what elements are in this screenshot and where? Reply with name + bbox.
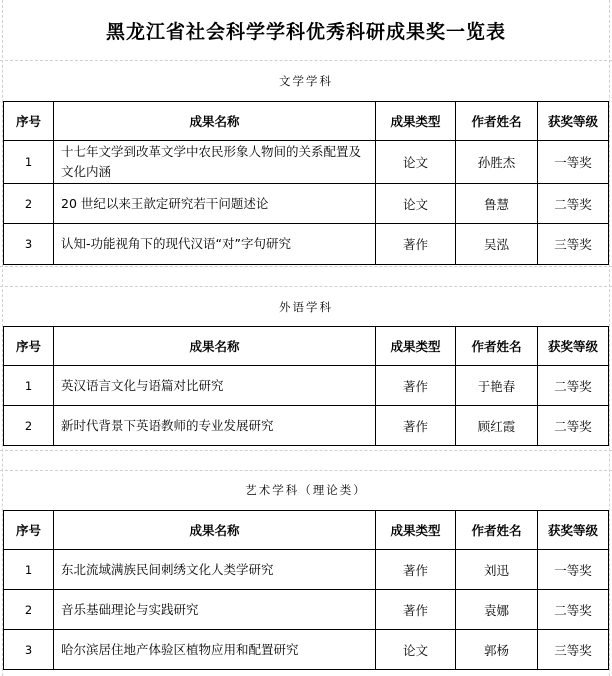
table-row xyxy=(4,406,609,446)
row-author: 刘迅 xyxy=(456,550,538,590)
col-header-grade: 获奖等级 xyxy=(538,327,609,366)
col-header-name: 成果名称 xyxy=(54,327,376,366)
row-grade: 一等奖 xyxy=(538,141,609,184)
table-header-row xyxy=(4,327,609,366)
col-header-index: 序号 xyxy=(4,511,54,550)
row-name: 20 世纪以来王歆定研究若干问题述论 xyxy=(54,184,376,224)
row-grade: 二等奖 xyxy=(538,366,609,406)
row-grade: 二等奖 xyxy=(538,590,609,630)
row-index: 1 xyxy=(4,141,54,184)
grid-line xyxy=(0,60,612,61)
table-header-row xyxy=(4,102,609,141)
row-index: 3 xyxy=(4,630,54,670)
section-title-foreign-language: 外语学科 xyxy=(279,300,333,314)
table-row xyxy=(4,184,609,224)
table-art-theory xyxy=(3,510,609,670)
row-author: 于艳春 xyxy=(456,366,538,406)
row-grade: 二等奖 xyxy=(538,406,609,446)
col-header-name: 成果名称 xyxy=(54,511,376,550)
col-header-author: 作者姓名 xyxy=(456,102,538,141)
row-name: 哈尔滨居住地产体验区植物应用和配置研究 xyxy=(54,630,376,670)
grid-line xyxy=(0,266,612,267)
row-index: 2 xyxy=(4,184,54,224)
section-title-art-theory: 艺术学科（理论类） xyxy=(245,483,367,497)
col-header-grade: 获奖等级 xyxy=(538,511,609,550)
row-name: 新时代背景下英语教师的专业发展研究 xyxy=(54,406,376,446)
col-header-index: 序号 xyxy=(4,327,54,366)
row-index: 1 xyxy=(4,550,54,590)
grid-line xyxy=(0,286,612,287)
page-title: 黑龙江省社会科学学科优秀科研成果奖一览表 xyxy=(105,20,506,43)
row-grade: 一等奖 xyxy=(538,550,609,590)
table-row xyxy=(4,550,609,590)
row-type: 著作 xyxy=(376,550,456,590)
row-author: 孙胜杰 xyxy=(456,141,538,184)
row-grade: 二等奖 xyxy=(538,184,609,224)
table-row xyxy=(4,366,609,406)
row-index: 3 xyxy=(4,224,54,265)
row-author: 鲁慧 xyxy=(456,184,538,224)
col-header-name: 成果名称 xyxy=(54,102,376,141)
table-row xyxy=(4,590,609,630)
table-row xyxy=(4,630,609,670)
row-index: 1 xyxy=(4,366,54,406)
row-index: 2 xyxy=(4,406,54,446)
row-author: 吴泓 xyxy=(456,224,538,265)
row-type: 著作 xyxy=(376,224,456,265)
col-header-type: 成果类型 xyxy=(376,327,456,366)
row-author: 袁娜 xyxy=(456,590,538,630)
row-type: 著作 xyxy=(376,590,456,630)
col-header-author: 作者姓名 xyxy=(456,327,538,366)
row-grade: 三等奖 xyxy=(538,224,609,265)
col-header-grade: 获奖等级 xyxy=(538,102,609,141)
col-header-type: 成果类型 xyxy=(376,102,456,141)
row-type: 著作 xyxy=(376,366,456,406)
row-name: 音乐基础理论与实践研究 xyxy=(54,590,376,630)
col-header-index: 序号 xyxy=(4,102,54,141)
col-header-type: 成果类型 xyxy=(376,511,456,550)
row-type: 论文 xyxy=(376,184,456,224)
row-author: 郭杨 xyxy=(456,630,538,670)
row-name: 认知-功能视角下的现代汉语“对”字句研究 xyxy=(54,224,376,265)
row-grade: 三等奖 xyxy=(538,630,609,670)
row-name: 十七年文学到改革文学中农民形象人物间的关系配置及文化内涵 xyxy=(54,141,376,184)
table-header-row xyxy=(4,511,609,550)
col-header-author: 作者姓名 xyxy=(456,511,538,550)
table-foreign-language xyxy=(3,326,609,446)
row-type: 论文 xyxy=(376,630,456,670)
table-literature xyxy=(3,101,609,265)
row-author: 顾红霞 xyxy=(456,406,538,446)
table-row xyxy=(4,141,609,184)
grid-line xyxy=(609,0,610,676)
row-index: 2 xyxy=(4,590,54,630)
grid-line xyxy=(0,470,612,471)
row-name: 东北流域满族民间刺绣文化人类学研究 xyxy=(54,550,376,590)
row-name: 英汉语言文化与语篇对比研究 xyxy=(54,366,376,406)
row-type: 论文 xyxy=(376,141,456,184)
section-title-literature: 文学学科 xyxy=(279,74,333,88)
grid-line xyxy=(0,450,612,451)
table-row xyxy=(4,224,609,265)
row-type: 著作 xyxy=(376,406,456,446)
